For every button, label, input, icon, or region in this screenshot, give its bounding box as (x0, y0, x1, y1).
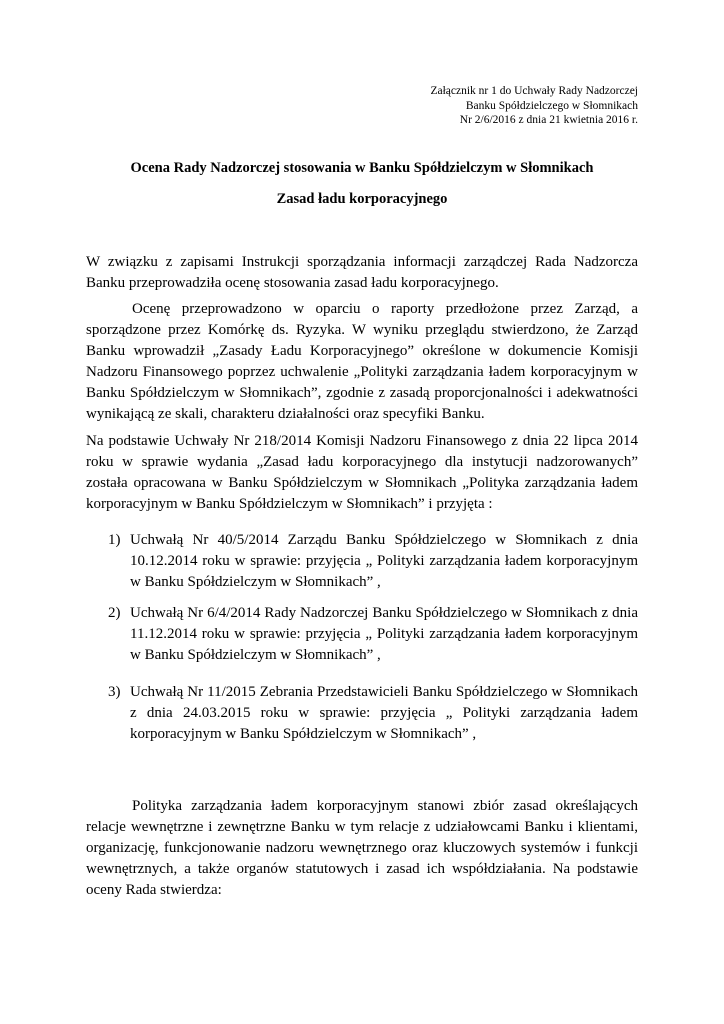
annex-line-1: Załącznik nr 1 do Uchwały Rady Nadzorczej (430, 85, 638, 97)
annex-header (430, 84, 638, 128)
annex-line-3: Nr 2/6/2016 z dnia 21 kwietnia 2016 r. (459, 114, 638, 126)
list-item-text: Uchwałą Nr 40/5/2014 Zarządu Banku Spółdzielczego w Słomnikach z dnia 10.12.2014 roku w sprawie: przyjęcia „ Polityki zarządzania ładem korporacyjnym w Banku Spółdzielczym w Słomnikach” , (130, 532, 638, 590)
paragraph-policy-summary: Polityka zarządzania ładem korporacyjnym stanowi zbiór zasad określających relacje wewnętrzne i zewnętrzne Banku w tym relacje z udziałowcami Banku i klientami, organizację, funkcjonowanie nadzoru wewnętrznego oraz kluczowych systemów i funkcji wewnętrznych, a także organów statutowych i zasad ich współdziałania. Na podstawie oceny Rada stwierdza: (86, 798, 638, 898)
paragraph-intro: W związku z zapisami Instrukcji sporządzania informacji zarządczej Rada Nadzorcza Banku przeprowadziła ocenę stosowania zasad ładu korporacyjnego. (86, 254, 638, 291)
list-item-number: 1) (108, 532, 121, 548)
paragraph-legal-basis: Na podstawie Uchwały Nr 218/2014 Komisji Nadzoru Finansowego z dnia 22 lipca 2014 roku w sprawie wydania „Zasad ładu korporacyjnego dla instytucji nadzorowanych” została opracowana w Banku Spółdzielczym w Słomnikach „Polityka zarządzania ładem korporacyjnym w Banku Spółdzielczym w Słomnikach” i przyjęta : (86, 433, 638, 512)
list-item-text: Uchwałą Nr 6/4/2014 Rady Nadzorczej Banku Spółdzielczego w Słomnikach z dnia 11.12.2014 roku w sprawie: przyjęcia „ Polityki zarządzania ładem korporacyjnym w Banku Spółdzielczym w Słomnikach” , (130, 605, 638, 663)
document-title: Ocena Rady Nadzorczej stosowania w Banku Spółdzielczym w Słomnikach (130, 160, 594, 176)
list-item (108, 682, 638, 745)
list-item (108, 603, 638, 666)
list-item-text: Uchwałą Nr 11/2015 Zebrania Przedstawicieli Banku Spółdzielczego w Słomnikach z dnia 24.03.2015 roku w sprawie: przyjęcia „ Polityki zarządzania ładem korporacyjnym w Banku Spółdzielczym w Słomnikach” , (130, 684, 638, 742)
list-item-number: 3) (108, 684, 121, 700)
list-item-number: 2) (108, 605, 121, 621)
document-subtitle: Zasad ładu korporacyjnego (276, 191, 448, 207)
list-item (108, 530, 638, 593)
paragraph-assessment: Ocenę przeprowadzono w oparciu o raporty przedłożone przez Zarząd, a sporządzone przez Komórkę ds. Ryzyka. W wyniku przeglądu stwierdzono, że Zarząd Banku wprowadził „Zasady Ładu Korporacyjnego” określone w dokumencie Komisji Nadzoru Finansowego poprzez uchwalenie „Polityki zarządzania ładem korporacyjnym w Banku Spółdzielczym w Słomnikach”, zgodnie z zasadą proporcjonalności i adekwatności wynikającą ze skali, charakteru działalności oraz specyfiki Banku. (86, 301, 638, 422)
annex-line-2: Banku Spółdzielczego w Słomnikach (465, 99, 638, 112)
